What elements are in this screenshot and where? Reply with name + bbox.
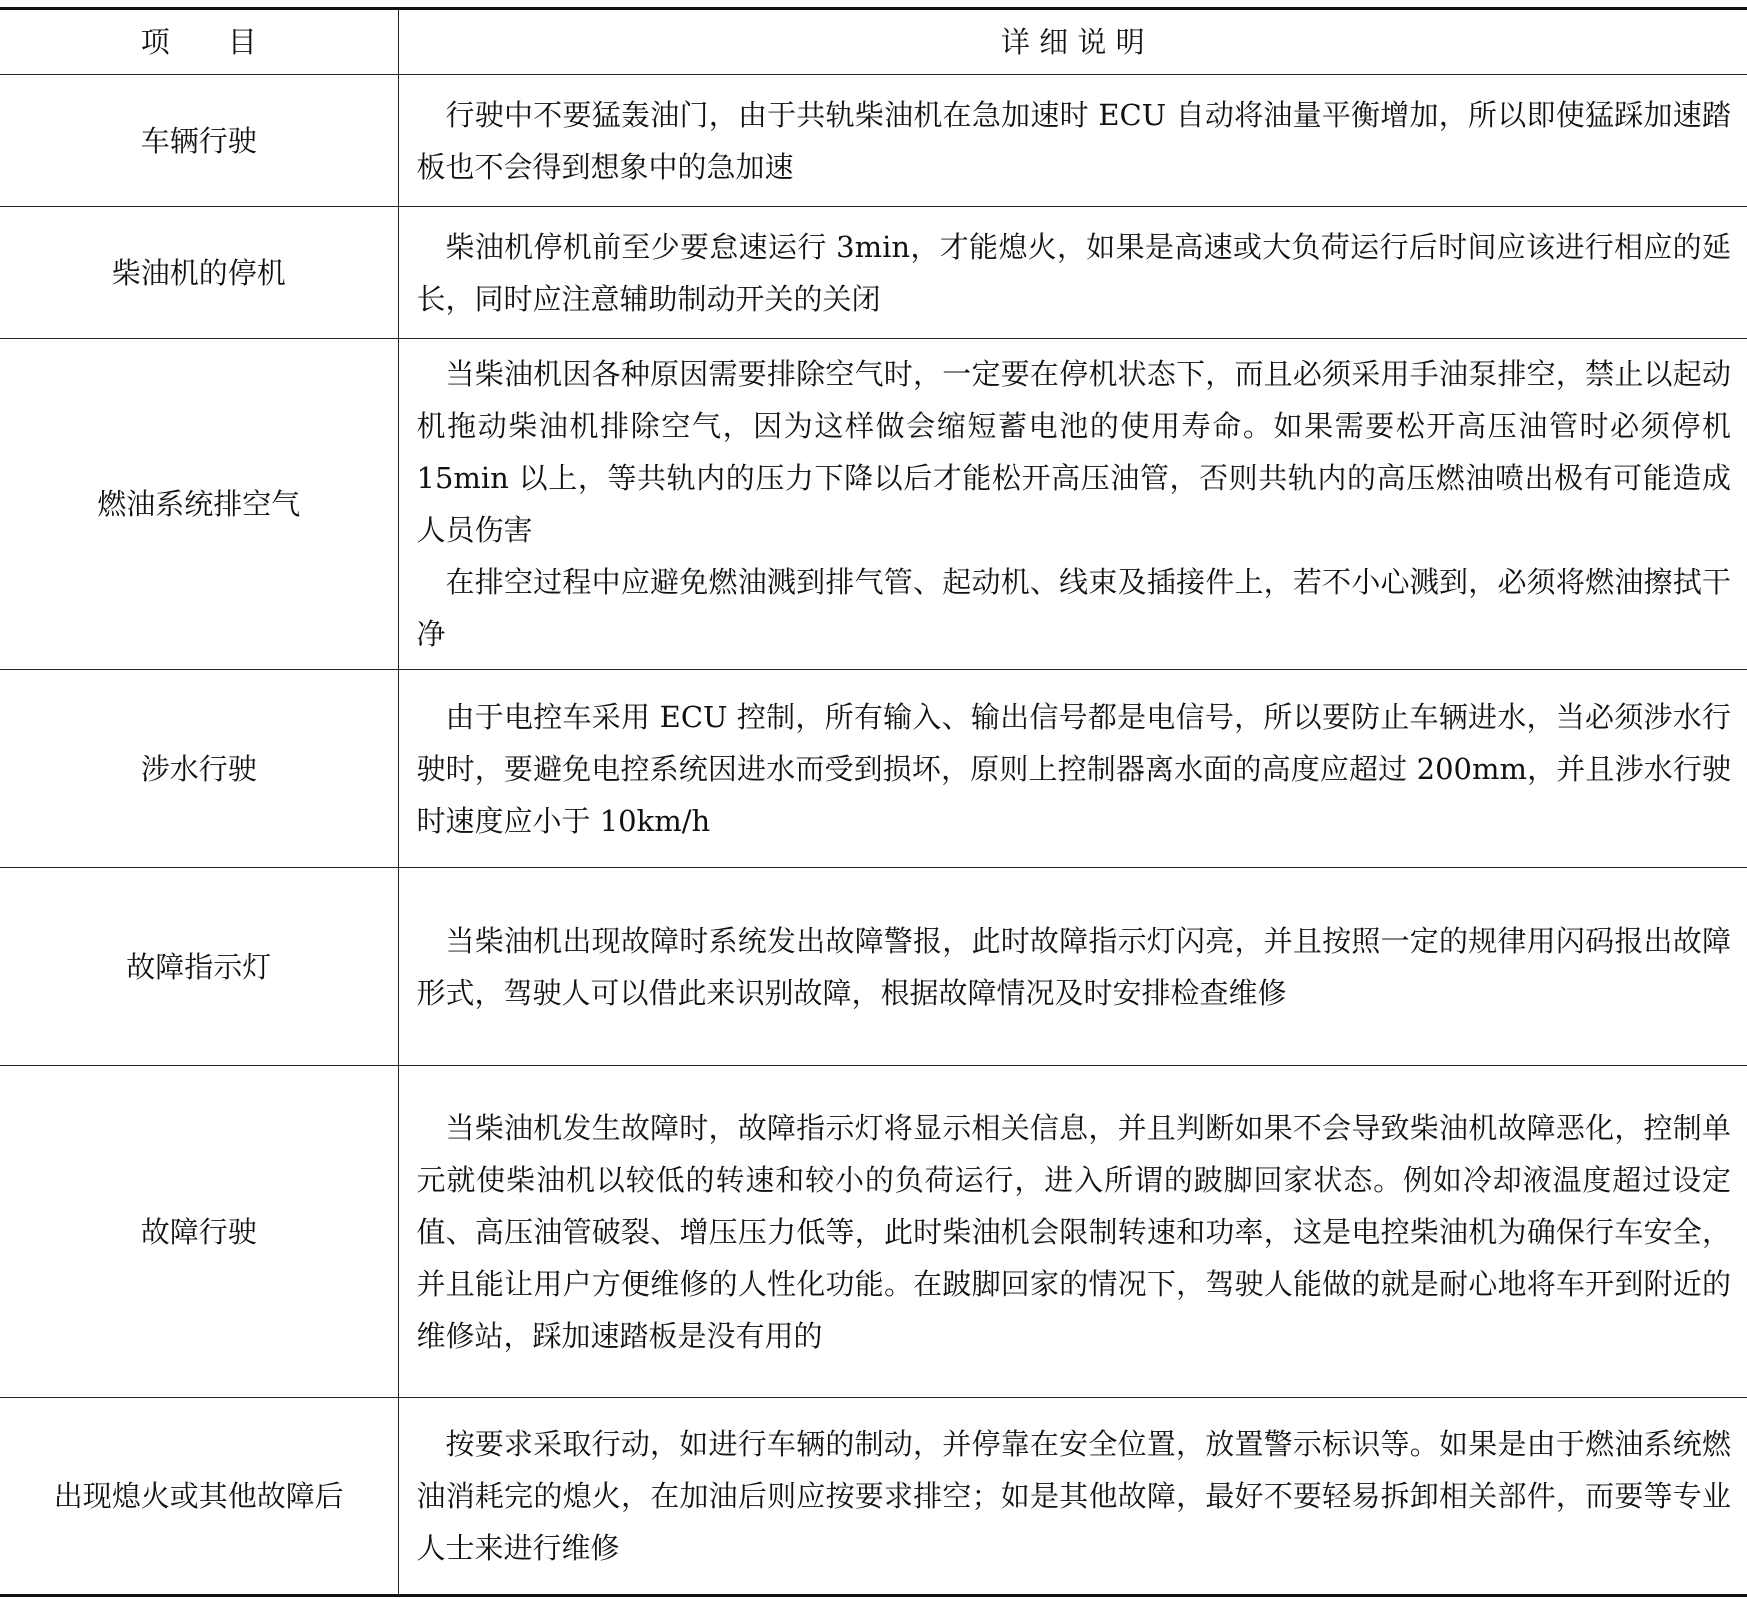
detail-paragraph: 按要求采取行动，如进行车辆的制动，并停靠在安全位置，放置警示标识等。如果是由于燃油系统燃油消耗完的熄火，在加油后则应按要求排空；如是其他故障，最好不要轻易拆卸相关部件，而要等专业人士来进行维修 [416, 1427, 1731, 1565]
row-detail [398, 207, 1747, 339]
detail-paragraph: 当柴油机出现故障时系统发出故障警报，此时故障指示灯闪亮，并且按照一定的规律用闪码报出故障形式，驾驶人可以借此来识别故障，根据故障情况及时安排检查维修 [416, 923, 1731, 1010]
detail-paragraph: 当柴油机因各种原因需要排除空气时，一定要在停机状态下，而且必须采用手油泵排空，禁止以起动机拖动柴油机排除空气，因为这样做会缩短蓄电池的使用寿命。如果需要松开高压油管时必须停机 15min 以上，等共轨内的压力下降以后才能松开高压油管，否则共轨内的高压燃油喷出极有可能造成人员伤害 [416, 357, 1731, 547]
table-row [0, 339, 1747, 670]
table-row [0, 207, 1747, 339]
row-item: 柴油机的停机 [0, 207, 398, 339]
row-detail [398, 670, 1747, 868]
row-detail [398, 75, 1747, 207]
row-item: 涉水行驶 [0, 670, 398, 868]
table-row [0, 75, 1747, 207]
row-item: 故障行驶 [0, 1066, 398, 1398]
table-header-row [0, 9, 1747, 75]
row-detail [398, 1066, 1747, 1398]
detail-paragraph: 柴油机停机前至少要怠速运行 3min，才能熄火，如果是高速或大负荷运行后时间应该进行相应的延长，同时应注意辅助制动开关的关闭 [416, 229, 1731, 316]
row-detail [398, 339, 1747, 670]
row-detail [398, 1398, 1747, 1596]
table-row [0, 1398, 1747, 1596]
detail-paragraph: 当柴油机发生故障时，故障指示灯将显示相关信息，并且判断如果不会导致柴油机故障恶化，控制单元就使柴油机以较低的转速和较小的负荷运行，进入所谓的跛脚回家状态。例如冷却液温度超过设定值、高压油管破裂、增压压力低等，此时柴油机会限制转速和功率，这是电控柴油机为确保行车安全，并且能让用户方便维修的人性化功能。在跛脚回家的情况下，驾驶人能做的就是耐心地将车开到附近的维修站，踩加速踏板是没有用的 [416, 1110, 1731, 1353]
table-row [0, 1066, 1747, 1398]
table-row [0, 868, 1747, 1066]
row-detail [398, 868, 1747, 1066]
maintenance-notes-table [0, 7, 1747, 1597]
row-item: 故障指示灯 [0, 868, 398, 1066]
row-item: 燃油系统排空气 [0, 339, 398, 670]
header-item: 项 目 [0, 9, 398, 75]
detail-paragraph: 行驶中不要猛轰油门，由于共轨柴油机在急加速时 ECU 自动将油量平衡增加，所以即使猛踩加速踏板也不会得到想象中的急加速 [416, 97, 1731, 184]
detail-paragraph: 在排空过程中应避免燃油溅到排气管、起动机、线束及插接件上，若不小心溅到，必须将燃油擦拭干净 [416, 565, 1731, 651]
detail-paragraph: 由于电控车采用 ECU 控制，所有输入、输出信号都是电信号，所以要防止车辆进水，当必须涉水行驶时，要避免电控系统因进水而受到损坏，原则上控制器离水面的高度应超过 200mm，并且涉水行驶时速度应小于 10km/h [416, 699, 1731, 838]
table-row [0, 670, 1747, 868]
header-detail: 详 细 说 明 [1000, 25, 1145, 59]
row-item: 车辆行驶 [0, 75, 398, 207]
row-item: 出现熄火或其他故障后 [0, 1398, 398, 1596]
